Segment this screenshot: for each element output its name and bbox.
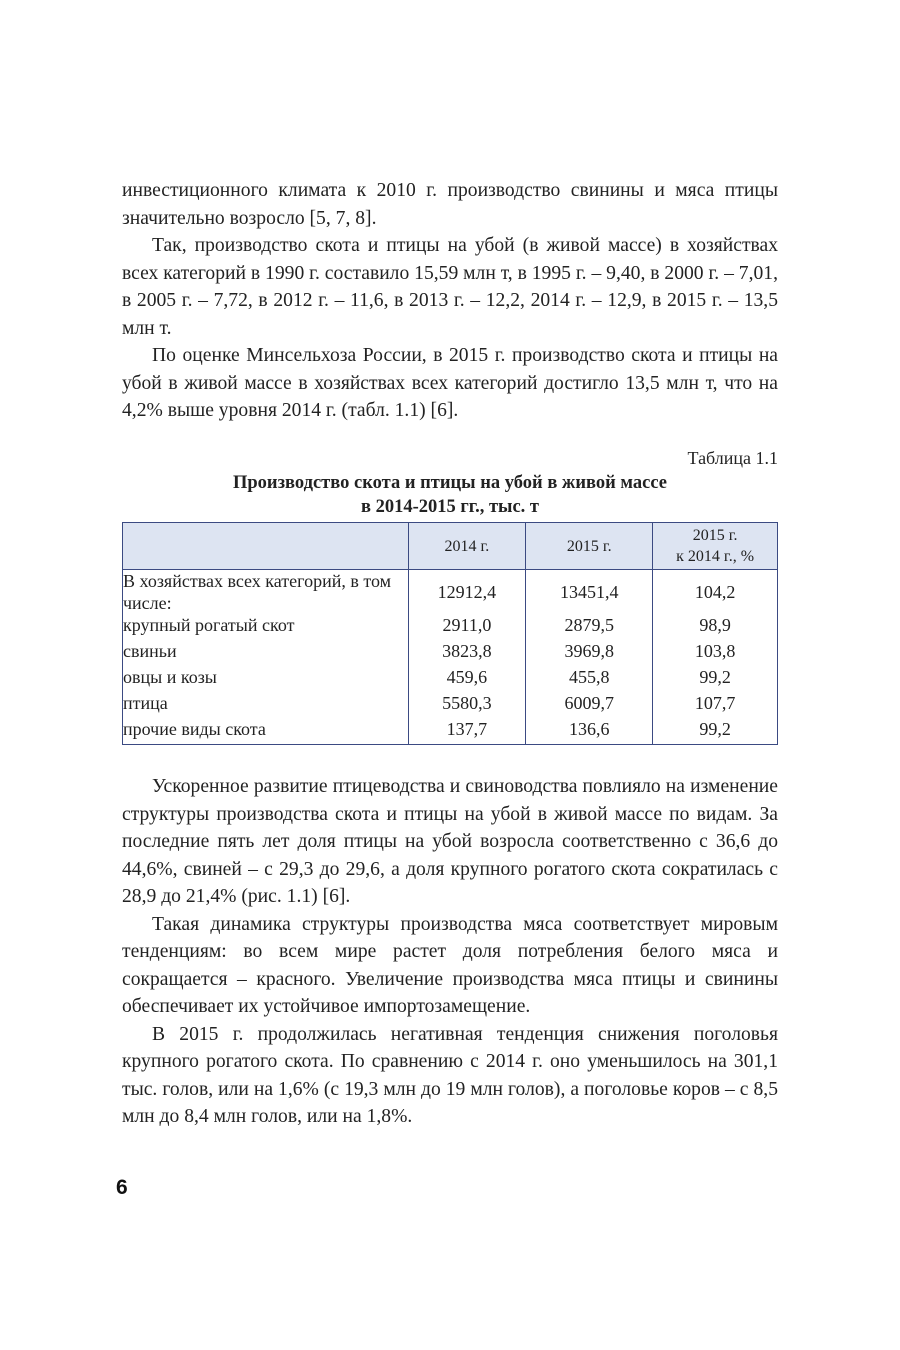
table-row xyxy=(123,570,778,615)
value-percent: 98,9 xyxy=(653,614,778,640)
row-label: птица xyxy=(123,692,409,718)
row-label: свиньи xyxy=(123,640,409,666)
value-2014: 12912,4 xyxy=(408,570,526,615)
table-title-line: в 2014-2015 гг., тыс. т xyxy=(360,497,540,517)
table-header-row xyxy=(123,523,778,570)
value-2015: 6009,7 xyxy=(526,692,653,718)
paragraph-continued: инвестиционного климата к 2010 г. производство свинины и мяса птицы значительно возросло [5, 7, 8]. xyxy=(122,180,778,229)
value-percent: 103,8 xyxy=(653,640,778,666)
table-row xyxy=(123,718,778,745)
row-label: овцы и козы xyxy=(123,666,409,692)
value-2014: 137,7 xyxy=(408,718,526,745)
paragraph: В 2015 г. продолжилась негативная тенденция снижения поголовья крупного рогатого скота. По сравнению с 2014 г. оно уменьшилось на 301,1 тыс. голов, или на 1,6% (с 19,3 млн до 19 млн голов), а поголовье коров – с 8,5 млн до 8,4 млн голов, или на 1,8%. xyxy=(122,1023,778,1127)
header-percent-line: к 2014 г., % xyxy=(676,548,755,565)
table-label: Таблица 1.1 xyxy=(687,448,778,468)
value-2015: 3969,8 xyxy=(526,640,653,666)
value-percent: 99,2 xyxy=(653,718,778,745)
header-2015: 2015 г. xyxy=(526,523,653,570)
value-percent: 104,2 xyxy=(653,570,778,615)
row-label: прочие виды скота xyxy=(123,718,409,745)
bottom-text-block xyxy=(122,773,778,1131)
top-text-block xyxy=(122,177,778,425)
data-table xyxy=(122,522,778,745)
row-label: крупный рогатый скот xyxy=(123,614,409,640)
table-row xyxy=(123,614,778,640)
header-percent-line: 2015 г. xyxy=(692,527,738,544)
value-2014: 3823,8 xyxy=(408,640,526,666)
page-number: 6 xyxy=(116,1176,128,1199)
paragraph: По оценке Минсельхоза России, в 2015 г. производство скота и птицы на убой в живой массе в хозяйствах всех категорий достигло 13,5 млн т, что на 4,2% выше уровня 2014 г. (табл. 1.1) [6]. xyxy=(122,345,778,421)
header-2014: 2014 г. xyxy=(408,523,526,570)
value-percent: 107,7 xyxy=(653,692,778,718)
value-2015: 13451,4 xyxy=(526,570,653,615)
table-row xyxy=(123,666,778,692)
paragraph: Такая динамика структуры производства мяса соответствует мировым тенденциям: во всем мире растет доля потребления белого мяса и сокращается – красного. Увеличение производства мяса птицы и свинины обеспечивает их устойчивое импортозамещение. xyxy=(122,913,778,1017)
header-empty-cell xyxy=(123,523,409,570)
value-2015: 136,6 xyxy=(526,718,653,745)
table-row xyxy=(123,692,778,718)
table-title xyxy=(122,471,778,519)
value-2014: 2911,0 xyxy=(408,614,526,640)
value-2014: 459,6 xyxy=(408,666,526,692)
table-title-line: Производство скота и птицы на убой в живой массе xyxy=(233,473,667,493)
value-2015: 455,8 xyxy=(526,666,653,692)
value-2014: 5580,3 xyxy=(408,692,526,718)
paragraph: Так, производство скота и птицы на убой (в живой массе) в хозяйствах всех категорий в 1990 г. составило 15,59 млн т, в 1995 г. – 9,40, в 2000 г. – 7,01, в 2005 г. – 7,72, в 2012 г. – 11,6, в 2013 г. – 12,2, 2014 г. – 12,9, в 2015 г. – 13,5 млн т. xyxy=(122,235,778,339)
value-2015: 2879,5 xyxy=(526,614,653,640)
table-row xyxy=(123,640,778,666)
header-percent xyxy=(653,523,778,570)
paragraph: Ускоренное развитие птицеводства и свиноводства повлияло на изменение структуры производства скота и птицы на убой в живой массе по видам. За последние пять лет доля птицы на убой возросла соответственно с 36,6 до 44,6%, свиней – с 29,3 до 29,6, а доля крупного рогатого скота сократилась с 28,9 до 21,4% (рис. 1.1) [6]. xyxy=(122,776,778,907)
value-percent: 99,2 xyxy=(653,666,778,692)
row-label: В хозяйствах всех категорий, в том числе: xyxy=(123,570,409,615)
